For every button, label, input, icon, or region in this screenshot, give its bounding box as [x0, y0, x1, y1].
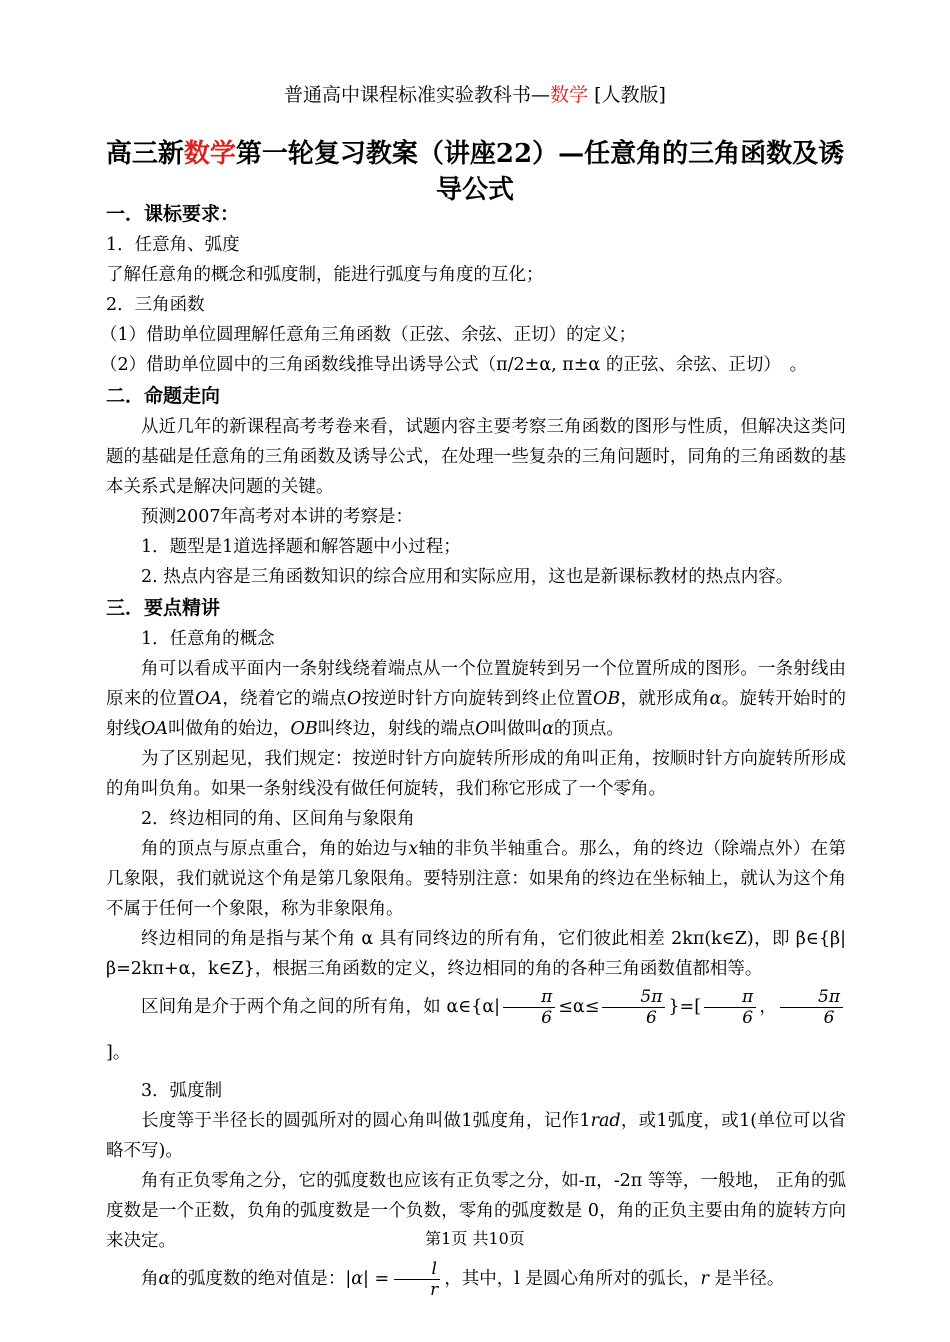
s2-paragraph3: 1．题型是1道选择题和解答题中小过程； [141, 537, 461, 557]
header-subject: 数学 [550, 84, 589, 106]
running-header [0, 82, 950, 108]
fraction-numerator: π [704, 987, 756, 1008]
s3-p1-text-e: 。旋转开始时的射线 [106, 689, 847, 739]
title-part2: 第一轮复习教案（讲座22）—任意角的三角函数及诱导公式 [235, 139, 845, 205]
fraction-5pi-over-6 [602, 987, 665, 1028]
s3-p1-text-g: 叫终边，射线的端点 [317, 719, 476, 739]
s3-paragraph6 [106, 1106, 846, 1166]
fraction-5pi-over-6 [780, 987, 843, 1028]
s3-p5-text-a: 区间角是介于两个角之间的所有角，如 α∈{α| [141, 997, 501, 1017]
fraction-numerator: l [394, 1259, 440, 1280]
title-part1: 高三新 [105, 139, 184, 169]
header-suffix: [人教版] [588, 84, 666, 106]
symbol-oa: OA [195, 689, 223, 709]
s3-p1-text-i: 的顶点。 [553, 719, 624, 739]
s3-p1-text-f: 叫做角的始边， [168, 719, 291, 739]
symbol-ob: OB [593, 689, 621, 709]
s3-p5-text-e: ]。 [106, 1043, 131, 1063]
title-subject: 数学 [183, 139, 236, 169]
s3-p1-text-d: ，就形成角 [620, 689, 710, 709]
s3-p3-text-b: 轴的非负半轴重合。那么，角的终边（除端点外）在第几象限，我们就说这个角是第几象限角。要特别注意：如果角的终边在坐标轴上，就认为这个角不属于任何一个象限，称为非象限角。 [106, 839, 847, 919]
s3-p1-text-c: 按逆时针方向旋转到终止位置 [361, 689, 594, 709]
abs-alpha: |α| = [345, 1269, 390, 1289]
fraction-denominator: 6 [742, 1008, 754, 1028]
s3-paragraph2: 为了区别起见，我们规定：按逆时针方向旋转所形成的角叫正角，按顺时针方向旋转所形成的角叫负角。如果一条射线没有做任何旋转，我们称它形成了一个零角。 [106, 749, 846, 799]
s3-p1-text-b: ，绕着它的端点 [222, 689, 347, 709]
header-prefix: 普通高中课程标准实验教科书— [284, 84, 551, 106]
s3-subheading3: 3．弧度制 [141, 1081, 223, 1101]
page-footer: 第1页 共10页 [425, 1229, 525, 1248]
s3-paragraph7: 角有正负零角之分，它的弧度数也应该有正负零之分，如-π，-2π 等等，一般地， 正角的弧度数是一个正数，负角的弧度数是一个负数，零角的弧度数是 0，角的正负主要由角的旋转方向来决定。 [106, 1171, 846, 1251]
s3-p8-text-a: 角 [141, 1269, 159, 1289]
fraction-numerator: π [503, 987, 555, 1008]
s2-paragraph2: 预测2007年高考对本讲的考察是： [141, 507, 414, 527]
s3-p1-text-a: 角可以看成平面内一条射线绕着端点从一个位置旋转到另一个位置所成的图形。一条射线由原来的位置 [106, 659, 846, 709]
s2-paragraph1: 从近几年的新课程高考考卷来看，试题内容主要考察三角函数的图形与性质，但解决这类问题的基础是任意角的三角函数及诱导公式，在处理一些复杂的三角问题时，同角的三角函数的基本关系式是解决问题的关键。 [106, 417, 846, 497]
s1-line1: 1．任意角、弧度 [106, 235, 240, 255]
s3-p5-text-b: ≤α≤ [558, 997, 600, 1017]
s3-paragraph1 [106, 654, 846, 744]
s3-p8-text-c: ，其中，l 是圆心角所对的弧长， [444, 1269, 701, 1289]
fraction-numerator: 5π [602, 987, 665, 1008]
symbol-alpha: α [709, 689, 722, 709]
fraction-l-over-r [392, 1259, 441, 1300]
symbol-ob: OB [290, 719, 318, 739]
s3-paragraph5 [106, 984, 846, 1076]
fraction-pi-over-6 [503, 987, 555, 1028]
fraction-pi-over-6 [704, 987, 756, 1028]
s3-p8-text-d: 是半径。 [708, 1269, 785, 1289]
s3-p6-text-a: 长度等于半径长的圆弧所对的圆心角叫做1弧度角，记作1 [141, 1111, 591, 1131]
s1-line5: （2）借助单位圆中的三角函数线推导出诱导公式（π/2±α, π±α 的正弦、余弦、正切） 。 [100, 355, 808, 375]
fraction-denominator: 6 [541, 1008, 553, 1028]
s3-p8-text-b: 的弧度数的绝对值是： [170, 1269, 346, 1289]
symbol-alpha: α [542, 719, 554, 739]
s3-paragraph3 [106, 834, 846, 924]
fraction-denominator: 6 [646, 1008, 657, 1028]
s1-line4: （1）借助单位圆理解任意角三角函数（正弦、余弦、正切）的定义； [100, 325, 637, 345]
symbol-rad: rad [590, 1111, 621, 1131]
s3-p3-text-a: 角的顶点与原点重合，角的始边与 [141, 839, 409, 859]
fraction-numerator: 5π [780, 987, 843, 1008]
s2-paragraph4: 2. 热点内容是三角函数知识的综合应用和实际应用，这也是新课标教材的热点内容。 [141, 567, 794, 587]
fraction-denominator: r [430, 1280, 439, 1300]
s3-p5-text-c: }=[ [668, 997, 702, 1017]
document-body [100, 198, 847, 1302]
s3-p1-text-h: 叫做叫 [489, 719, 543, 739]
symbol-alpha: α [158, 1269, 171, 1289]
section-heading-2: 二．命题走向 [106, 385, 221, 407]
s3-p5-text-d: ， [759, 997, 777, 1017]
symbol-o: O [346, 689, 362, 709]
symbol-x: x [408, 839, 419, 859]
symbol-oa: OA [141, 719, 168, 739]
s1-line3: 2．三角函数 [106, 295, 205, 315]
s3-subheading2: 2．终边相同的角、区间角与象限角 [141, 809, 415, 829]
section-heading-3: 三．要点精讲 [106, 597, 221, 619]
s3-paragraph4: 终边相同的角是指与某个角 α 具有同终边的所有角，它们彼此相差 2kπ(k∈Z)，即 β∈{β|β=2kπ+α，k∈Z}，根据三角函数的定义，终边相同的角的各种三角函数值都相等。 [106, 929, 846, 979]
s3-p6-text-b: ，或1弧度，或1(单位可以省略不写)。 [106, 1111, 846, 1161]
symbol-o: O [475, 719, 490, 739]
s3-subheading1: 1．任意角的概念 [141, 629, 275, 649]
section-heading-1: 一．课标要求： [106, 203, 240, 225]
s1-line2: 了解任意角的概念和弧度制，能进行弧度与角度的互化； [106, 265, 544, 285]
fraction-denominator: 6 [823, 1008, 835, 1028]
s3-paragraph8 [106, 1256, 846, 1302]
symbol-r: r [700, 1269, 709, 1289]
